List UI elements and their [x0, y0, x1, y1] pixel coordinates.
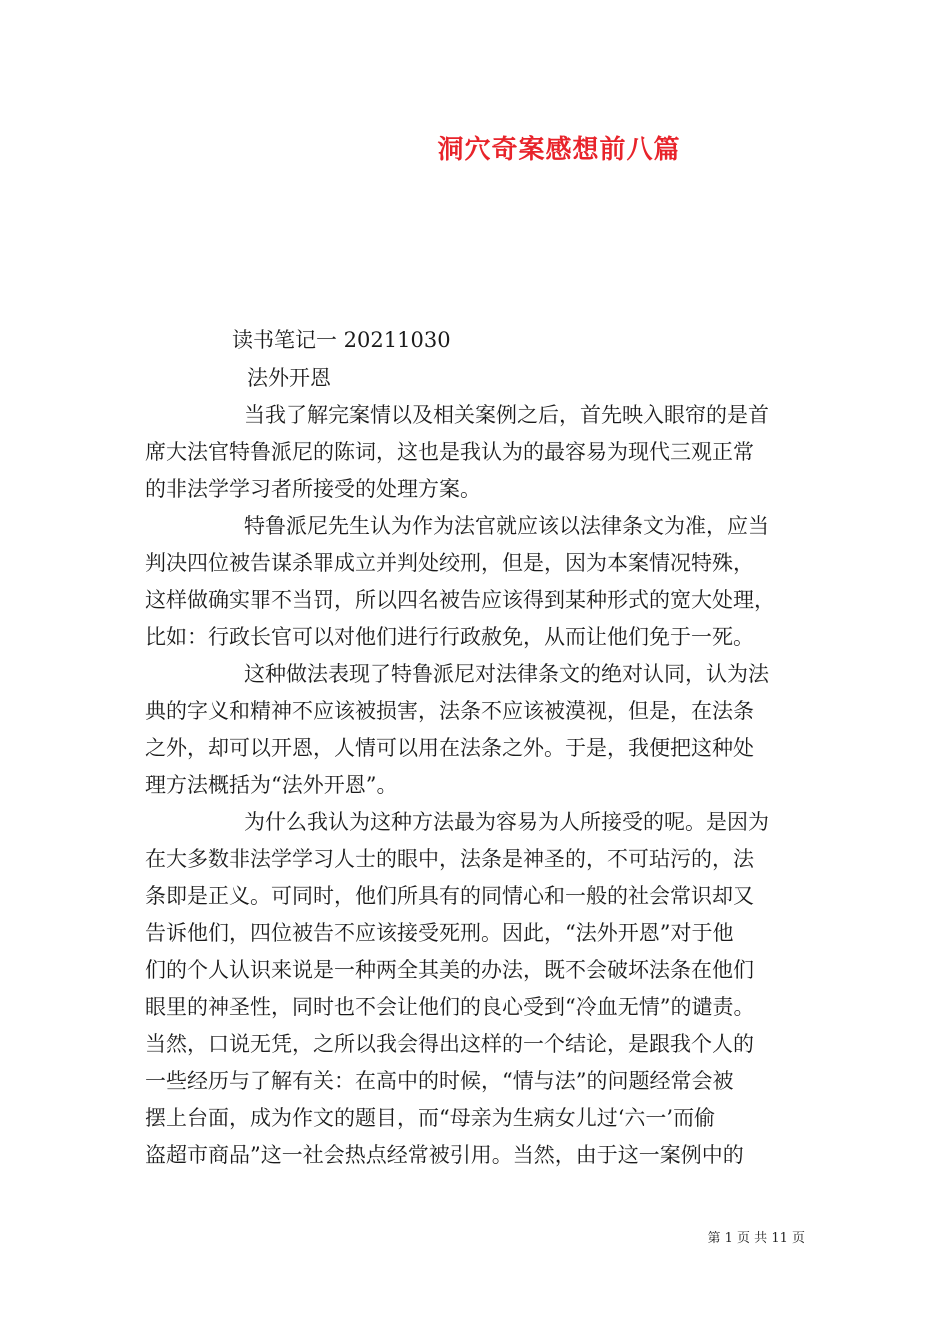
text-line: 摆上台面，成为作文的题目，而“母亲为生病女儿过‘六一’而偷 [145, 1106, 716, 1130]
text-line: 在大多数非法学学习人士的眼中，法条是神圣的，不可玷污的，法 [145, 847, 754, 871]
text-line: 们的个人认识来说是一种两全其美的办法，既不会破坏法条在他们 [145, 958, 754, 982]
text-line: 判决四位被告谋杀罪成立并判处绞刑，但是，因为本案情况特殊， [145, 551, 754, 575]
text-line: 眼里的神圣性，同时也不会让他们的良心受到“冷血无情”的谴责。 [145, 995, 755, 1019]
section-title: 法外开恩 [247, 366, 331, 390]
text-line: 之外，却可以开恩，人情可以用在法条之外。于是，我便把这种处 [145, 736, 754, 760]
text-line: 特鲁派尼先生认为作为法官就应该以法律条文为准，应当 [244, 514, 769, 538]
text-line: 这种做法表现了特鲁派尼对法律条文的绝对认同，认为法 [244, 662, 769, 686]
text-line: 盗超市商品”这一社会热点经常被引用。当然，由于这一案例中的 [145, 1143, 744, 1167]
text-line: 席大法官特鲁派尼的陈词，这也是我认为的最容易为现代三观正常 [145, 440, 754, 464]
text-line: 比如：行政长官可以对他们进行行政赦免，从而让他们免于一死。 [145, 625, 754, 649]
text-line: 当我了解完案情以及相关案例之后，首先映入眼帘的是首 [244, 403, 769, 427]
text-line: 条即是正义。可同时，他们所具有的同情心和一般的社会常识却又 [145, 884, 754, 908]
text-line: 为什么我认为这种方法最为容易为人所接受的呢。是因为 [244, 810, 769, 834]
text-line: 告诉他们，四位被告不应该接受死刑。因此，“法外开恩”对于他 [145, 921, 734, 945]
note-header: 读书笔记一 20211030 [232, 328, 451, 352]
text-line: 这样做确实罪不当罚，所以四名被告应该得到某种形式的宽大处理， [145, 588, 775, 612]
text-line: 一些经历与了解有关：在高中的时候，“情与法”的问题经常会被 [145, 1069, 734, 1093]
page-footer: 第 1 页 共 11 页 [707, 1231, 805, 1246]
text-line: 的非法学学习者所接受的处理方案。 [145, 477, 481, 501]
document-title: 洞穴奇案感想前八篇 [437, 135, 681, 165]
text-line: 当然，口说无凭，之所以我会得出这样的一个结论，是跟我个人的 [145, 1032, 754, 1056]
text-line: 典的字义和精神不应该被损害，法条不应该被漠视，但是，在法条 [145, 699, 754, 723]
body-text [145, 397, 815, 1174]
text-line: 理方法概括为“法外开恩”。 [145, 773, 398, 797]
